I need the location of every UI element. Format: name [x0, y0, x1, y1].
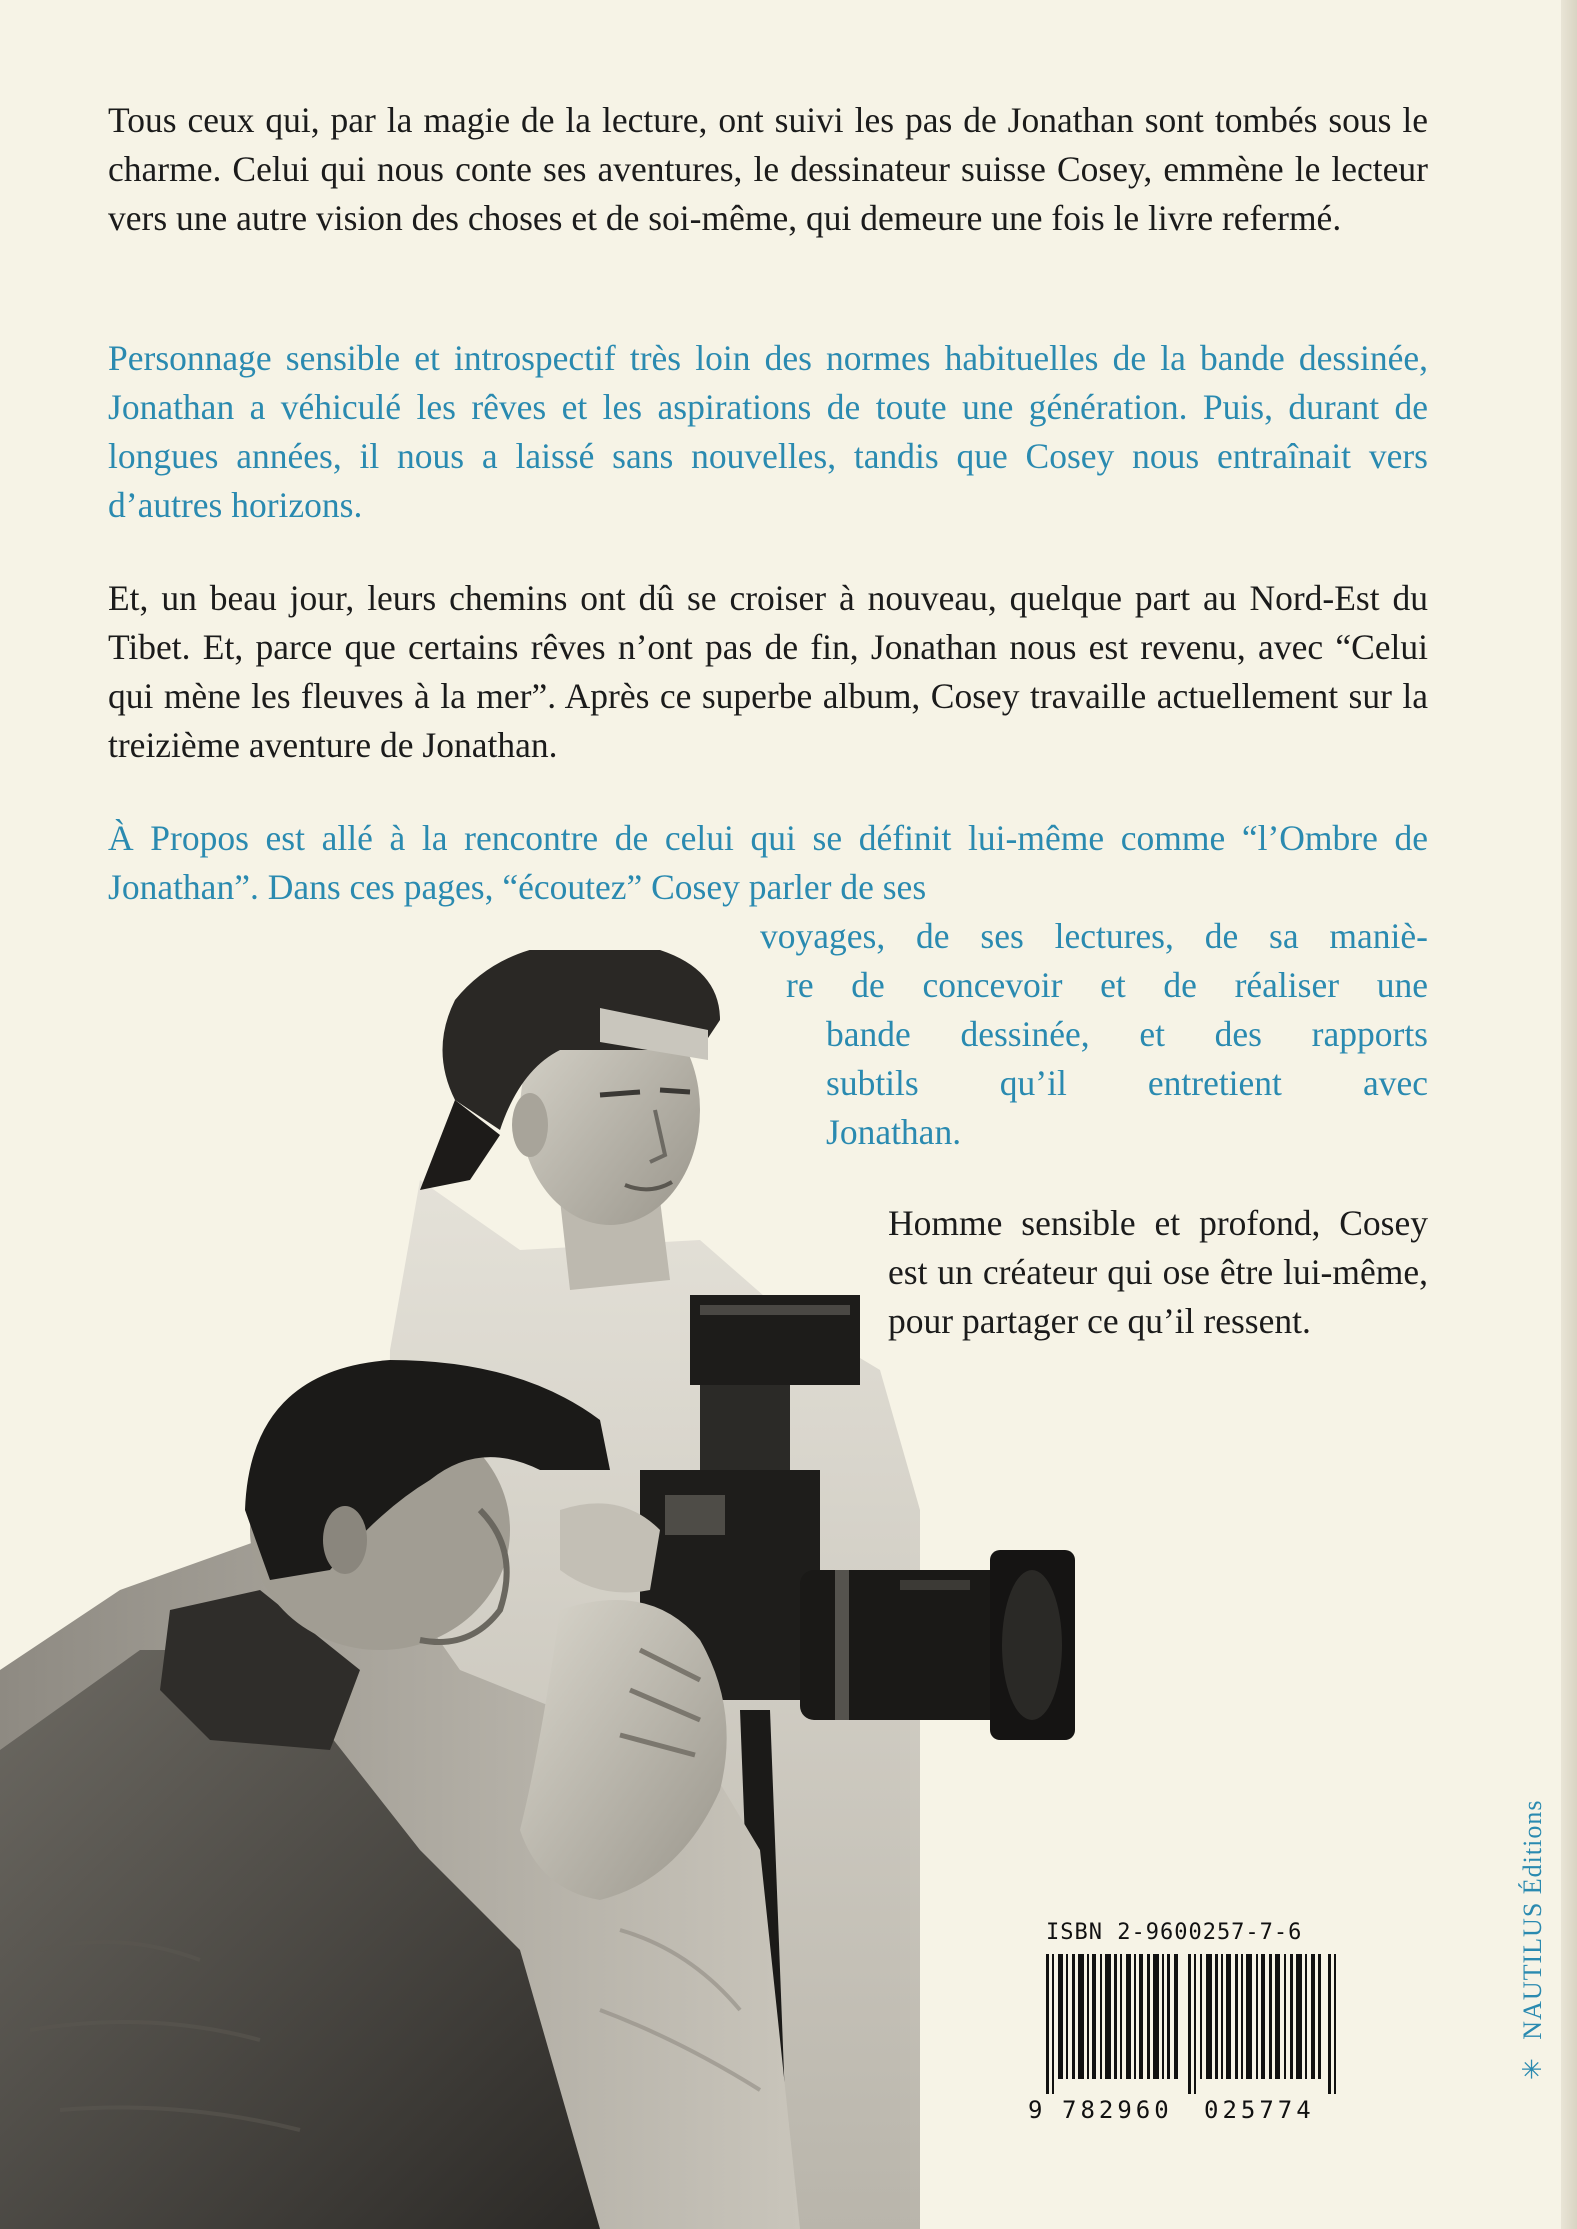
- paragraph-about-line: Jonathan.: [826, 1112, 962, 1152]
- isbn-number: ISBN 2-9600257-7-6: [1046, 1920, 1303, 1945]
- paragraph-about-line: re de concevoir et de réaliser une: [786, 965, 1428, 1005]
- paragraph-about-line: bande dessinée, et des rapports: [826, 1014, 1428, 1054]
- photo-author-with-camera: [0, 950, 1080, 2229]
- star-icon: ✳: [1518, 2057, 1547, 2080]
- ean-barcode: [1028, 1954, 1358, 2124]
- ean-digits: [1028, 2096, 1358, 2124]
- paragraph-intro: Tous ceux qui, par la magie de la lecture, ont suivi les pas de Jonathan sont tombés sous le charme. Celui qui nous conte ses aventures, le dessinateur suisse Cosey, emmène le lecteur vers une autre vision des choses et de soi-même, qui demeure une fois le livre refermé.: [108, 100, 1428, 238]
- cover-edge: [1561, 0, 1577, 2229]
- paragraph-conclusion: Homme sensible et profond, Cosey est un créateur qui ose être lui-même, pour partager ce qu’il ressent.: [888, 1203, 1428, 1341]
- paragraph-return: Et, un beau jour, leurs chemins ont dû se croiser à nouveau, quelque part au Nord-Est du Tibet. Et, parce que certains rêves n’ont pas de fin, Jonathan nous est revenu, avec “Celui qui mène les fleuves à la mer”. Après ce superbe album, Cosey travaille actuellement sur la treizième aventure de Jonathan.: [108, 578, 1428, 765]
- paragraph-about-line: voyages, de ses lectures, de sa maniè-: [760, 916, 1428, 956]
- ean-first-digit: 9: [1028, 2096, 1043, 2124]
- paragraph-about-line: subtils qu’il entretient avec: [826, 1063, 1428, 1103]
- barcode-bars: [1028, 1954, 1358, 2094]
- ean-right-group: 025774: [1204, 2096, 1315, 2124]
- publisher-imprint: [1518, 1800, 1548, 2080]
- isbn-barcode-block: [1028, 1920, 1358, 2124]
- ean-left-group: 782960: [1062, 2096, 1173, 2124]
- publisher-name: NAUTILUS Éditions: [1518, 1799, 1547, 2040]
- paragraph-about-part-1: À Propos est allé à la rencontre de celui qui se définit lui-même comme “l’Ombre de Jonathan”. Dans ces pages, “écoutez” Cosey parler de ses: [108, 818, 1428, 907]
- paragraph-character: Personnage sensible et introspectif très loin des normes habituelles de la bande dessinée, Jonathan a véhiculé les rêves et les aspirations de toute une génération. Puis, durant de longues années, il nous a laissé sans nouvelles, tandis que Cosey nous entraînait vers d’autres horizons.: [108, 338, 1428, 525]
